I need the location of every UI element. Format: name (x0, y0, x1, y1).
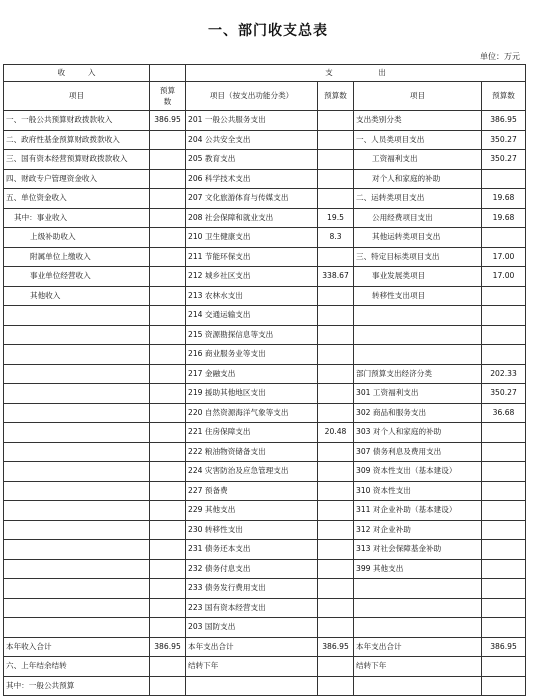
table-row (4, 325, 526, 345)
econ-budget-cell (482, 462, 526, 482)
econ-budget-cell (482, 540, 526, 560)
econ-budget-cell: 202.33 (482, 364, 526, 384)
econ-item-cell: 301 工资福利支出 (354, 384, 482, 404)
table-row (4, 501, 526, 521)
income-budget-cell (150, 403, 186, 423)
econ-budget-cell (482, 325, 526, 345)
func-budget-cell (318, 481, 354, 501)
col-header-func-item: 项目（按支出功能分类） (186, 82, 318, 111)
econ-budget-cell (482, 598, 526, 618)
income-item-cell: 一、一般公共预算财政拨款收入 (4, 111, 150, 131)
income-item-cell (4, 325, 150, 345)
blank-cell (150, 65, 186, 82)
econ-item-cell: 转移性支出项目 (354, 286, 482, 306)
income-budget-cell (150, 267, 186, 287)
func-budget-cell (318, 286, 354, 306)
income-item-cell (4, 618, 150, 638)
func-item-cell: 221 住房保障支出 (186, 423, 318, 443)
income-budget-cell (150, 325, 186, 345)
table-row (4, 247, 526, 267)
func-budget-cell (318, 364, 354, 384)
income-item-cell (4, 306, 150, 326)
econ-item-cell: 311 对企业补助（基本建设） (354, 501, 482, 521)
income-budget-cell (150, 598, 186, 618)
col-header-econ-budget: 预算数 (482, 82, 526, 111)
income-budget-cell (150, 364, 186, 384)
econ-item-cell: 本年支出合计 (354, 637, 482, 657)
income-budget-cell (150, 228, 186, 248)
col-header-budget-line1: 预算 (159, 85, 176, 95)
func-item-cell: 229 其他支出 (186, 501, 318, 521)
func-budget-cell (318, 540, 354, 560)
income-item-cell: 四、财政专户管理资金收入 (4, 169, 150, 189)
func-item-cell: 结转下年 (186, 657, 318, 677)
econ-item-cell: 302 商品和服务支出 (354, 403, 482, 423)
econ-budget-cell: 17.00 (482, 267, 526, 287)
income-budget-cell (150, 384, 186, 404)
table-row (4, 637, 526, 657)
econ-item-cell: 结转下年 (354, 657, 482, 677)
income-budget-cell (150, 442, 186, 462)
func-item-cell: 212 城乡社区支出 (186, 267, 318, 287)
func-item-cell: 本年支出合计 (186, 637, 318, 657)
func-budget-cell (318, 559, 354, 579)
econ-budget-cell (482, 228, 526, 248)
table-row (4, 423, 526, 443)
table-row (4, 267, 526, 287)
expense-group-header: 支 出 (186, 65, 526, 82)
group-header-row (4, 65, 526, 82)
income-item-cell (4, 364, 150, 384)
func-item-cell: 207 文化旅游体育与传媒支出 (186, 189, 318, 209)
econ-item-cell (354, 306, 482, 326)
econ-item-cell (354, 598, 482, 618)
econ-item-cell: 307 债务利息及费用支出 (354, 442, 482, 462)
unit-label: 单位：万元 (480, 52, 520, 61)
table-row (4, 130, 526, 150)
econ-item-cell: 公用经费项目支出 (354, 208, 482, 228)
income-budget-cell (150, 520, 186, 540)
func-item-cell: 219 援助其他地区支出 (186, 384, 318, 404)
table-row (4, 150, 526, 170)
income-item-cell: 其中：一般公共预算 (4, 676, 150, 696)
func-item-cell: 203 国防支出 (186, 618, 318, 638)
income-item-cell (4, 462, 150, 482)
table-row (4, 403, 526, 423)
func-budget-cell (318, 520, 354, 540)
table-row (4, 189, 526, 209)
income-item-cell (4, 481, 150, 501)
table-row (4, 559, 526, 579)
table-row (4, 208, 526, 228)
table-row (4, 111, 526, 131)
func-item-cell: 208 社会保障和就业支出 (186, 208, 318, 228)
table-row (4, 579, 526, 599)
func-item-cell: 220 自然资源海洋气象等支出 (186, 403, 318, 423)
func-item-cell: 210 卫生健康支出 (186, 228, 318, 248)
econ-item-cell (354, 618, 482, 638)
econ-item-cell: 309 资本性支出（基本建设） (354, 462, 482, 482)
econ-budget-cell (482, 579, 526, 599)
func-item-cell: 227 预备费 (186, 481, 318, 501)
income-item-cell (4, 579, 150, 599)
func-item-cell: 211 节能环保支出 (186, 247, 318, 267)
econ-budget-cell: 36.68 (482, 403, 526, 423)
income-budget-cell (150, 618, 186, 638)
econ-budget-cell (482, 306, 526, 326)
func-budget-cell (318, 111, 354, 131)
income-item-cell: 事业单位经营收入 (4, 267, 150, 287)
func-item-cell: 215 资源勘探信息等支出 (186, 325, 318, 345)
econ-item-cell: 399 其他支出 (354, 559, 482, 579)
func-budget-cell: 338.67 (318, 267, 354, 287)
econ-budget-cell (482, 559, 526, 579)
econ-item-cell: 工资福利支出 (354, 150, 482, 170)
func-budget-cell: 19.5 (318, 208, 354, 228)
income-item-cell (4, 520, 150, 540)
func-budget-cell (318, 462, 354, 482)
econ-item-cell: 支出类别分类 (354, 111, 482, 131)
func-item-cell: 213 农林水支出 (186, 286, 318, 306)
table-row (4, 345, 526, 365)
income-item-cell (4, 501, 150, 521)
func-item-cell: 206 科学技术支出 (186, 169, 318, 189)
income-budget-cell (150, 169, 186, 189)
func-budget-cell (318, 345, 354, 365)
table-row (4, 306, 526, 326)
income-budget-cell: 386.95 (150, 111, 186, 131)
econ-budget-cell (482, 423, 526, 443)
econ-budget-cell (482, 286, 526, 306)
col-header-item: 项目 (4, 82, 150, 111)
table-row (4, 364, 526, 384)
econ-item-cell: 303 对个人和家庭的补助 (354, 423, 482, 443)
col-header-budget-line2: 数 (163, 96, 172, 106)
income-budget-cell (150, 150, 186, 170)
income-item-cell: 附属单位上缴收入 (4, 247, 150, 267)
table-row (4, 598, 526, 618)
income-item-cell: 其他收入 (4, 286, 150, 306)
func-item-cell: 223 国有资本经营支出 (186, 598, 318, 618)
income-item-cell: 上级补助收入 (4, 228, 150, 248)
income-budget-cell (150, 481, 186, 501)
func-item-cell: 201 一般公共服务支出 (186, 111, 318, 131)
col-header-econ-item: 项目 (354, 82, 482, 111)
func-budget-cell (318, 325, 354, 345)
income-item-cell: 六、上年结余结转 (4, 657, 150, 677)
col-header-func-budget: 预算数 (318, 82, 354, 111)
econ-budget-cell (482, 520, 526, 540)
econ-item-cell: 三、特定目标类项目支出 (354, 247, 482, 267)
func-item-cell: 204 公共安全支出 (186, 130, 318, 150)
econ-item-cell: 部门预算支出经济分类 (354, 364, 482, 384)
table-row (4, 462, 526, 482)
func-budget-cell (318, 150, 354, 170)
income-item-cell: 二、政府性基金预算财政拨款收入 (4, 130, 150, 150)
econ-budget-cell: 19.68 (482, 208, 526, 228)
income-budget-cell (150, 540, 186, 560)
income-item-cell (4, 403, 150, 423)
econ-budget-cell (482, 169, 526, 189)
econ-budget-cell (482, 481, 526, 501)
econ-budget-cell (482, 501, 526, 521)
income-budget-cell (150, 286, 186, 306)
func-item-cell: 224 灾害防治及应急管理支出 (186, 462, 318, 482)
income-item-cell: 其中：事业收入 (4, 208, 150, 228)
income-item-cell: 本年收入合计 (4, 637, 150, 657)
table-row (4, 286, 526, 306)
income-budget-cell (150, 306, 186, 326)
func-item-cell: 214 交通运输支出 (186, 306, 318, 326)
table-row (4, 481, 526, 501)
func-item-cell: 233 债务发行费用支出 (186, 579, 318, 599)
econ-item-cell: 其他运转类项目支出 (354, 228, 482, 248)
func-budget-cell: 386.95 (318, 637, 354, 657)
income-budget-cell (150, 462, 186, 482)
econ-item-cell: 313 对社会保障基金补助 (354, 540, 482, 560)
func-budget-cell (318, 189, 354, 209)
econ-item-cell (354, 345, 482, 365)
income-item-cell (4, 559, 150, 579)
income-item-cell (4, 345, 150, 365)
func-budget-cell (318, 169, 354, 189)
econ-budget-cell: 386.95 (482, 111, 526, 131)
revenue-expenditure-table (3, 64, 526, 696)
func-budget-cell (318, 403, 354, 423)
func-budget-cell (318, 130, 354, 150)
income-budget-cell (150, 559, 186, 579)
func-budget-cell (318, 501, 354, 521)
table-row (4, 657, 526, 677)
income-item-cell (4, 598, 150, 618)
econ-item-cell: 事业发展类项目 (354, 267, 482, 287)
econ-budget-cell (482, 657, 526, 677)
econ-item-cell: 312 对企业补助 (354, 520, 482, 540)
func-item-cell: 232 债务付息支出 (186, 559, 318, 579)
table-row (4, 228, 526, 248)
econ-budget-cell: 350.27 (482, 130, 526, 150)
income-budget-cell (150, 130, 186, 150)
func-budget-cell: 8.3 (318, 228, 354, 248)
econ-budget-cell (482, 345, 526, 365)
func-budget-cell (318, 442, 354, 462)
table-row (4, 442, 526, 462)
func-budget-cell (318, 579, 354, 599)
income-budget-cell (150, 247, 186, 267)
func-item-cell: 217 金融支出 (186, 364, 318, 384)
econ-budget-cell: 350.27 (482, 150, 526, 170)
page-title: 一、部门收支总表 (208, 23, 328, 39)
col-header-budget (150, 82, 186, 111)
income-budget-cell (150, 189, 186, 209)
income-budget-cell (150, 423, 186, 443)
income-item-cell (4, 384, 150, 404)
table-row (4, 520, 526, 540)
econ-budget-cell (482, 442, 526, 462)
income-item-cell (4, 540, 150, 560)
income-group-header: 收 入 (4, 65, 150, 82)
func-item-cell: 230 转移性支出 (186, 520, 318, 540)
func-budget-cell (318, 306, 354, 326)
table-row (4, 169, 526, 189)
func-budget-cell (318, 598, 354, 618)
econ-item-cell: 一、人员类项目支出 (354, 130, 482, 150)
econ-budget-cell: 19.68 (482, 189, 526, 209)
func-item-cell: 222 粮油物资储备支出 (186, 442, 318, 462)
income-budget-cell: 386.95 (150, 637, 186, 657)
table-row (4, 618, 526, 638)
income-item-cell: 五、单位资金收入 (4, 189, 150, 209)
income-item-cell (4, 423, 150, 443)
func-budget-cell (318, 618, 354, 638)
func-item-cell: 216 商业服务业等支出 (186, 345, 318, 365)
econ-item-cell: 310 资本性支出 (354, 481, 482, 501)
func-budget-cell (318, 384, 354, 404)
income-budget-cell (150, 345, 186, 365)
func-item-cell: 205 教育支出 (186, 150, 318, 170)
func-item-cell: 231 债务还本支出 (186, 540, 318, 560)
income-budget-cell (150, 657, 186, 677)
income-item-cell: 三、国有资本经营预算财政拨款收入 (4, 150, 150, 170)
econ-budget-cell: 386.95 (482, 637, 526, 657)
income-budget-cell (150, 208, 186, 228)
func-budget-cell: 20.48 (318, 423, 354, 443)
econ-item-cell (354, 325, 482, 345)
func-budget-cell (318, 657, 354, 677)
column-header-row (4, 82, 526, 111)
econ-item-cell: 二、运转类项目支出 (354, 189, 482, 209)
econ-item-cell: 对个人和家庭的补助 (354, 169, 482, 189)
econ-budget-cell: 17.00 (482, 247, 526, 267)
income-budget-cell (150, 579, 186, 599)
econ-budget-cell (482, 618, 526, 638)
func-budget-cell (318, 247, 354, 267)
income-budget-cell (150, 501, 186, 521)
table-row (4, 540, 526, 560)
econ-item-cell (354, 579, 482, 599)
income-item-cell (4, 442, 150, 462)
econ-budget-cell: 350.27 (482, 384, 526, 404)
table-row (4, 384, 526, 404)
